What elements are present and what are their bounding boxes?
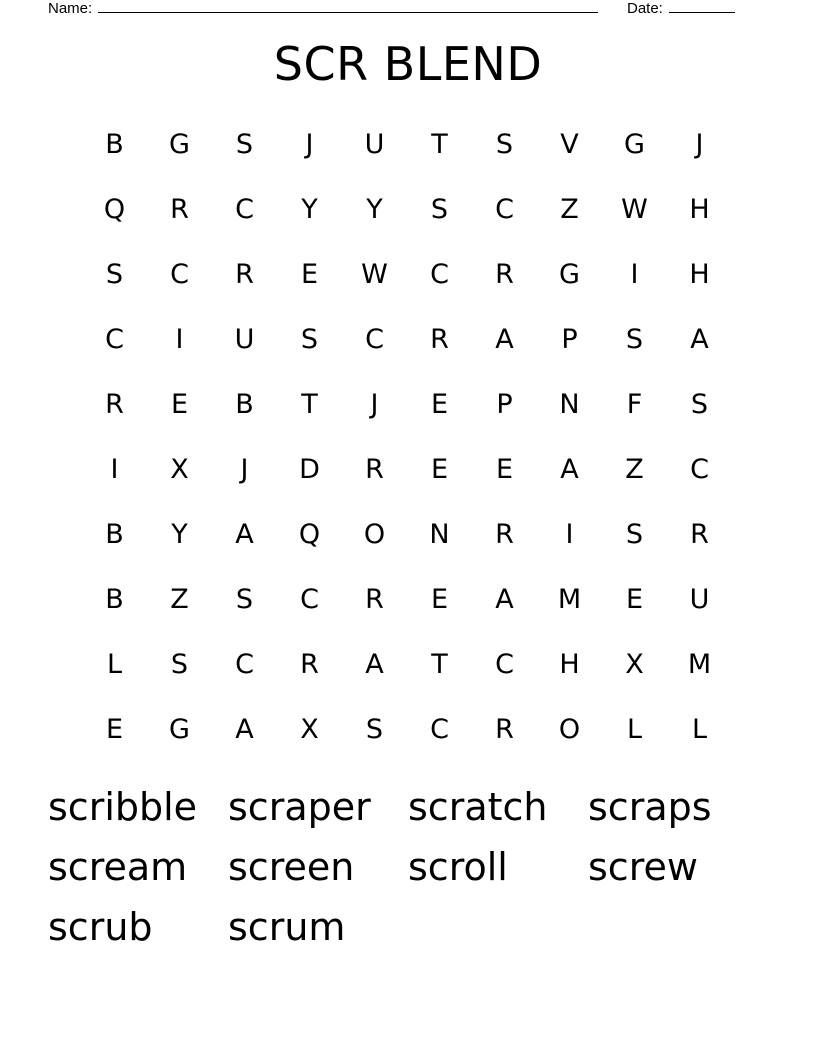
grid-letter: X — [170, 454, 189, 485]
word-list-item: screen — [228, 845, 355, 889]
date-label: Date: — [627, 0, 663, 17]
word-list-item: scribble — [48, 785, 198, 829]
grid-letter: U — [364, 129, 385, 160]
grid-letter: Q — [298, 519, 321, 550]
word-list-item: scratch — [408, 785, 548, 829]
grid-letter: A — [560, 454, 579, 485]
grid-letter: H — [689, 259, 710, 290]
grid-letter: N — [559, 389, 580, 420]
date-field — [627, 0, 735, 19]
grid-letter: S — [495, 129, 514, 160]
grid-letter: B — [105, 519, 124, 550]
grid-letter: U — [689, 584, 710, 615]
word-list-item: scraps — [588, 785, 712, 829]
grid-letter: X — [300, 714, 319, 745]
grid-letter: R — [365, 454, 384, 485]
grid-letter: A — [495, 584, 514, 615]
word-list-item: scrub — [48, 905, 153, 949]
grid-letter: R — [300, 649, 319, 680]
grid-letter: S — [430, 194, 449, 225]
grid-letter: W — [621, 194, 648, 225]
grid-letter: E — [105, 714, 124, 745]
grid-letter: C — [495, 194, 514, 225]
grid-letter: Z — [170, 584, 189, 615]
grid-letter: C — [300, 584, 319, 615]
grid-letter: L — [691, 714, 708, 745]
grid-letter: I — [175, 324, 184, 355]
grid-letter: P — [561, 324, 578, 355]
grid-letter: E — [170, 389, 189, 420]
grid-letter: H — [559, 649, 580, 680]
date-blank-line[interactable] — [669, 0, 735, 13]
word-list-item: scrum — [228, 905, 346, 949]
grid-letter: G — [169, 129, 190, 160]
grid-letter: R — [235, 259, 254, 290]
word-list-item: scream — [48, 845, 188, 889]
grid-letter: I — [630, 259, 639, 290]
grid-letter: C — [430, 714, 449, 745]
grid-letter: R — [690, 519, 709, 550]
grid-letter: J — [370, 389, 379, 420]
grid-letter: O — [558, 714, 581, 745]
grid-letter: C — [235, 194, 254, 225]
grid-letter: S — [235, 129, 254, 160]
grid-letter: X — [625, 649, 644, 680]
grid-letter: T — [431, 129, 448, 160]
grid-letter: E — [625, 584, 644, 615]
grid-letter: R — [495, 714, 514, 745]
grid-letter: C — [170, 259, 189, 290]
grid-letter: B — [105, 584, 124, 615]
grid-letter: T — [431, 649, 448, 680]
grid-letter: J — [305, 129, 314, 160]
grid-letter: L — [106, 649, 123, 680]
grid-letter: P — [496, 389, 513, 420]
grid-letter: S — [690, 389, 709, 420]
word-list-item: scroll — [408, 845, 508, 889]
grid-letter: B — [105, 129, 124, 160]
grid-letter: R — [170, 194, 189, 225]
letter-grid — [82, 112, 732, 762]
word-list-item: scraper — [228, 785, 371, 829]
grid-letter: M — [557, 584, 582, 615]
grid-letter: O — [363, 519, 386, 550]
grid-letter: V — [560, 129, 579, 160]
grid-letter: S — [625, 519, 644, 550]
grid-letter: F — [626, 389, 643, 420]
name-label: Name: — [48, 0, 93, 17]
grid-letter: Y — [366, 194, 383, 225]
grid-letter: E — [430, 389, 449, 420]
grid-letter: E — [300, 259, 319, 290]
grid-letter: E — [495, 454, 514, 485]
grid-letter: C — [690, 454, 709, 485]
grid-letter: A — [690, 324, 709, 355]
grid-letter: R — [105, 389, 124, 420]
grid-letter: L — [626, 714, 643, 745]
grid-letter: R — [365, 584, 384, 615]
grid-letter: C — [105, 324, 124, 355]
grid-letter: H — [689, 194, 710, 225]
grid-letter: A — [235, 519, 254, 550]
grid-letter: E — [430, 454, 449, 485]
grid-letter: G — [169, 714, 190, 745]
grid-letter: J — [695, 129, 704, 160]
grid-letter: S — [300, 324, 319, 355]
grid-letter: E — [430, 584, 449, 615]
word-list — [48, 782, 768, 962]
grid-letter: J — [240, 454, 249, 485]
grid-letter: G — [624, 129, 645, 160]
grid-letter: M — [687, 649, 712, 680]
grid-letter: S — [170, 649, 189, 680]
grid-letter: B — [235, 389, 254, 420]
name-field — [48, 0, 598, 18]
grid-letter: W — [361, 259, 388, 290]
grid-letter: R — [495, 519, 514, 550]
grid-letter: Q — [103, 194, 126, 225]
grid-letter: S — [365, 714, 384, 745]
grid-letter: Z — [625, 454, 644, 485]
grid-letter: G — [559, 259, 580, 290]
grid-letter: A — [495, 324, 514, 355]
grid-letter: A — [365, 649, 384, 680]
grid-letter: T — [301, 389, 318, 420]
grid-letter: S — [625, 324, 644, 355]
grid-letter: C — [365, 324, 384, 355]
grid-letter: I — [110, 454, 119, 485]
grid-letter: R — [430, 324, 449, 355]
word-list-item: screw — [588, 845, 698, 889]
grid-letter: Y — [301, 194, 318, 225]
grid-letter: C — [235, 649, 254, 680]
grid-letter: C — [495, 649, 514, 680]
grid-letter: A — [235, 714, 254, 745]
grid-letter: Z — [560, 194, 579, 225]
grid-letter: R — [495, 259, 514, 290]
grid-letter: Y — [171, 519, 188, 550]
grid-letter: D — [299, 454, 320, 485]
grid-letter: N — [429, 519, 450, 550]
grid-letter: I — [565, 519, 574, 550]
grid-letter: S — [235, 584, 254, 615]
name-blank-line[interactable] — [98, 0, 598, 13]
grid-letter: U — [234, 324, 255, 355]
page-title: SCR BLEND — [273, 37, 543, 91]
grid-letter: S — [105, 259, 124, 290]
grid-letter: C — [430, 259, 449, 290]
